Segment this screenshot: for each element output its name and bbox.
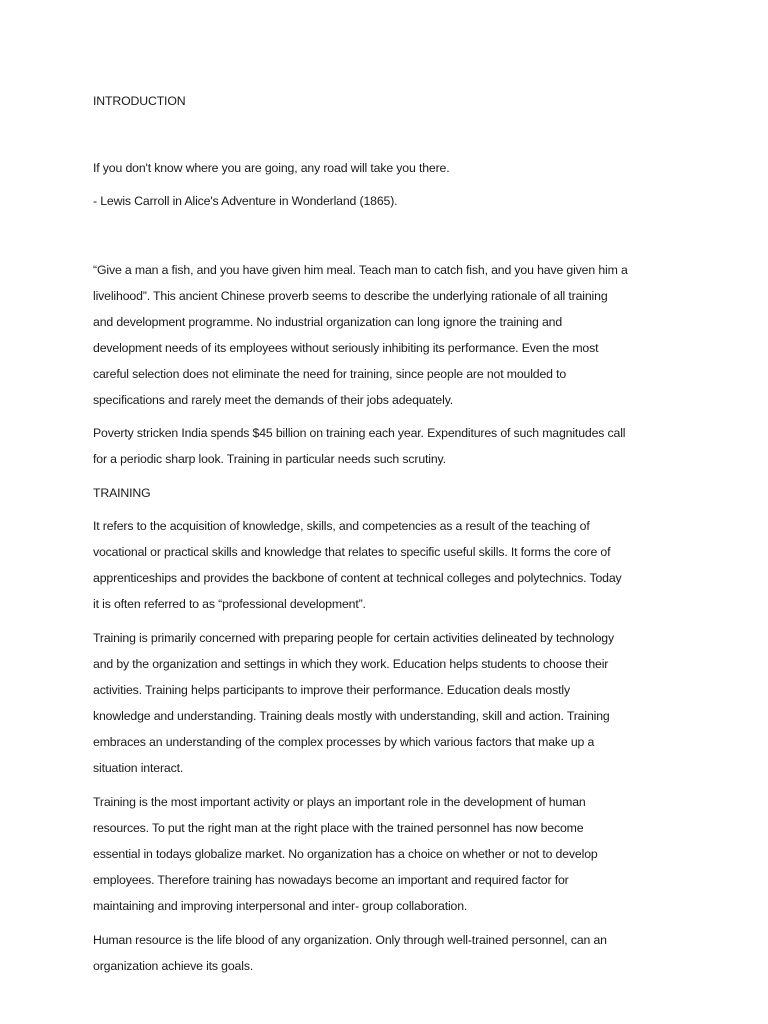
paragraph-training-definition bbox=[93, 513, 683, 617]
paragraph-line: livelihood”. This ancient Chinese proverb seems to describe the underlying rationale of all training bbox=[93, 289, 608, 303]
paragraph-line: essential in todays globalize market. No organization has a choice on whether or not to develop bbox=[93, 847, 598, 861]
paragraph-line: it is often referred to as “professional development”. bbox=[93, 597, 366, 611]
paragraph-line: vocational or practical skills and knowledge that relates to specific useful skills. It forms the core of bbox=[93, 545, 611, 559]
document-page bbox=[93, 0, 683, 1024]
epigraph-quote: If you don't know where you are going, any road will take you there. bbox=[93, 161, 450, 175]
paragraph-line: situation interact. bbox=[93, 761, 184, 775]
paragraph-training-vs-education bbox=[93, 625, 683, 781]
paragraph-line: development needs of its employees without seriously inhibiting its performance. Even the most bbox=[93, 341, 599, 355]
paragraph-line: “Give a man a fish, and you have given him meal. Teach man to catch fish, and you have given him a bbox=[93, 263, 628, 277]
epigraph-attribution: - Lewis Carroll in Alice's Adventure in Wonderland (1865). bbox=[93, 194, 398, 208]
heading-introduction: INTRODUCTION bbox=[93, 94, 186, 108]
paragraph-line: apprenticeships and provides the backbone of content at technical colleges and polytechnics. Today bbox=[93, 571, 622, 585]
paragraph-india-spending bbox=[93, 420, 683, 472]
paragraph-line: embraces an understanding of the complex processes by which various factors that make up a bbox=[93, 735, 595, 749]
paragraph-line: Human resource is the life blood of any organization. Only through well-trained personnel, can an bbox=[93, 933, 607, 947]
paragraph-line: Poverty stricken India spends $45 billion on training each year. Expenditures of such magnitudes call bbox=[93, 426, 626, 440]
paragraph-line: for a periodic sharp look. Training in particular needs such scrutiny. bbox=[93, 452, 446, 466]
paragraph-line: It refers to the acquisition of knowledge, skills, and competencies as a result of the teaching of bbox=[93, 519, 590, 533]
paragraph-line: resources. To put the right man at the right place with the trained personnel has now become bbox=[93, 821, 584, 835]
paragraph-line: employees. Therefore training has nowadays become an important and required factor for bbox=[93, 873, 569, 887]
paragraph-line: specifications and rarely meet the demands of their jobs adequately. bbox=[93, 393, 454, 407]
paragraph-line: and development programme. No industrial organization can long ignore the training and bbox=[93, 315, 563, 329]
paragraph-line: activities. Training helps participants to improve their performance. Education deals mostly bbox=[93, 683, 570, 697]
paragraph-line: Training is primarily concerned with preparing people for certain activities delineated by technology bbox=[93, 631, 614, 645]
heading-training: TRAINING bbox=[93, 486, 151, 500]
paragraph-line: careful selection does not eliminate the need for training, since people are not moulded to bbox=[93, 367, 567, 381]
paragraph-training-importance bbox=[93, 789, 683, 919]
paragraph-proverb bbox=[93, 257, 683, 413]
paragraph-line: organization achieve its goals. bbox=[93, 959, 254, 973]
paragraph-line: and by the organization and settings in which they work. Education helps students to choose their bbox=[93, 657, 609, 671]
paragraph-line: maintaining and improving interpersonal and inter- group collaboration. bbox=[93, 899, 468, 913]
paragraph-human-resource bbox=[93, 927, 683, 979]
paragraph-line: Training is the most important activity or plays an important role in the development of human bbox=[93, 795, 586, 809]
paragraph-line: knowledge and understanding. Training deals mostly with understanding, skill and action. Training bbox=[93, 709, 610, 723]
